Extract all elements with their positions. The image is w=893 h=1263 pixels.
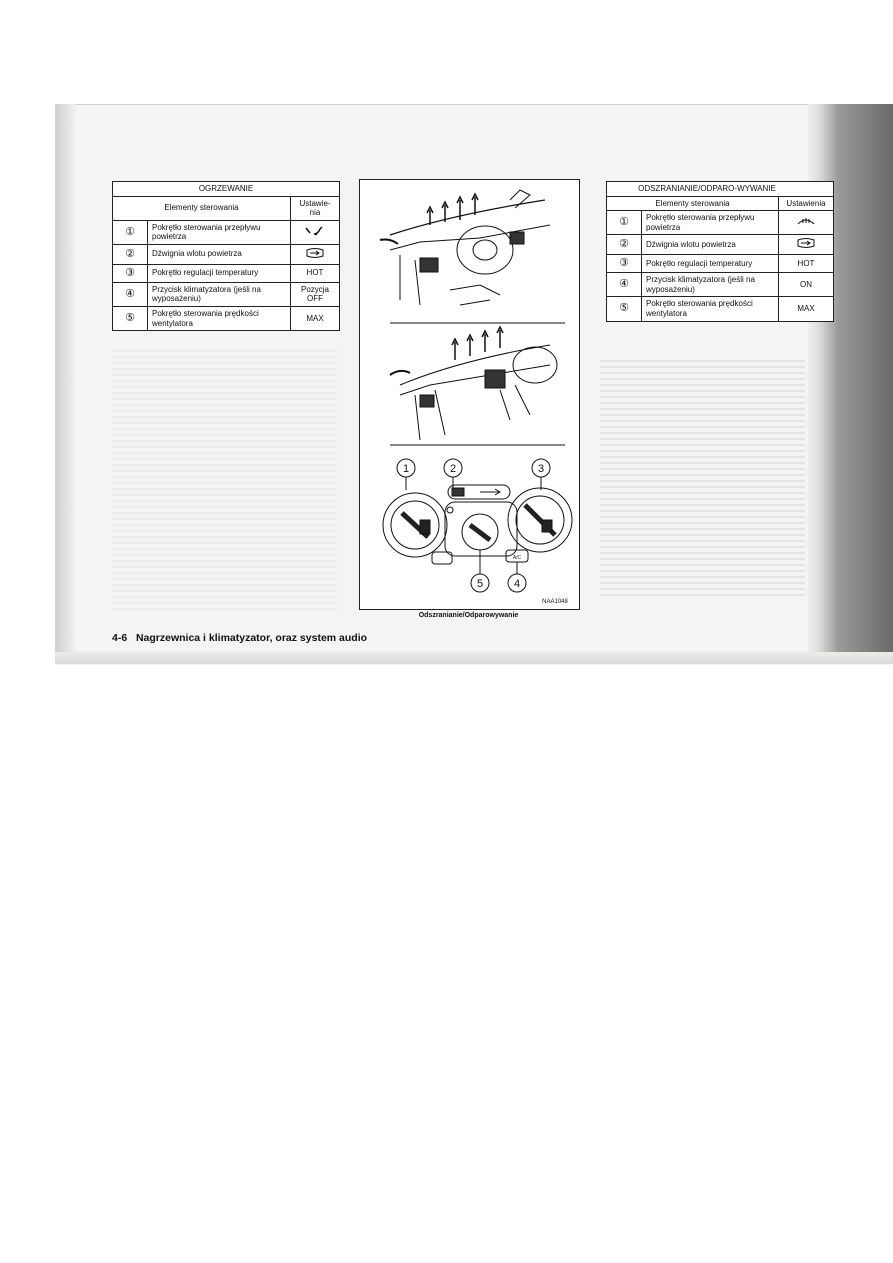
table-row: ④ Przycisk klimatyzatora (jeśli na wyposażeniu) Pozycja OFF xyxy=(113,282,340,306)
controls-column-header: Elementy sterowania xyxy=(607,196,779,211)
foot-vent-icon xyxy=(304,225,326,237)
setting-column-header: Ustawie-nia xyxy=(291,196,340,220)
chapter-title: Nagrzewnica i klimatyzator, oraz system audio xyxy=(135,632,368,644)
callout-5-label: 5 xyxy=(476,578,484,590)
defrost-icon xyxy=(795,215,817,227)
setting-column-header: Ustawienia xyxy=(779,196,834,211)
faded-background-text xyxy=(600,360,805,600)
dashboard-illustration-top xyxy=(380,190,550,305)
defrost-diagram xyxy=(359,179,580,610)
dashboard-illustration-middle xyxy=(390,345,557,440)
table-row: ③ Pokrętło regulacji temperatury HOT xyxy=(607,254,834,272)
air-intake-lever xyxy=(448,485,510,499)
fan-speed-dial xyxy=(445,502,517,556)
airflow-arrows-middle xyxy=(452,327,503,360)
defrost-table xyxy=(606,181,834,322)
callout-1-label: 1 xyxy=(402,463,410,475)
defrost-table-title: ODSZRANIANIE/ODPARO-WYWANIE xyxy=(607,182,834,197)
temperature-dial xyxy=(508,488,572,552)
fresh-air-icon xyxy=(304,247,326,259)
table-row: ④ Przycisk klimatyzatora (jeśli na wyposażeniu) ON xyxy=(607,273,834,297)
table-row: ① Pokrętło sterowania przepływu powietrza xyxy=(607,211,834,235)
page-binding-shadow xyxy=(55,104,75,664)
airflow-arrows-top xyxy=(427,194,478,225)
table-row: ① Pokrętło sterowania przepływu powietrza xyxy=(113,220,340,244)
faded-background-text xyxy=(112,350,337,610)
ac-button-label: A/C xyxy=(512,555,522,561)
callout-2-label: 2 xyxy=(449,463,457,475)
page-number: 4-6 xyxy=(112,632,128,644)
controls-column-header: Elementy sterowania xyxy=(113,196,291,220)
heating-table xyxy=(112,181,340,331)
air-flow-dial xyxy=(383,493,447,557)
table-row: ② Dźwignia wlotu powietrza xyxy=(607,235,834,255)
table-row: ② Dźwignia wlotu powietrza xyxy=(113,244,340,264)
figure-code: NAA1048 xyxy=(542,599,568,605)
page-bottom-edge xyxy=(55,652,893,664)
table-row: ③ Pokrętło regulacji temperatury HOT xyxy=(113,264,340,282)
callout-3-label: 3 xyxy=(537,463,545,475)
table-row: ⑤ Pokrętło sterowania prędkości wentylatora MAX xyxy=(113,306,340,330)
fresh-air-icon xyxy=(795,237,817,249)
heating-table-title: OGRZEWANIE xyxy=(113,182,340,197)
table-row: ⑤ Pokrętło sterowania prędkości wentylatora MAX xyxy=(607,297,834,321)
page-footer xyxy=(112,632,367,644)
diagram-drawing xyxy=(360,180,579,609)
figure-caption: Odszranianie/Odparowywanie xyxy=(418,612,519,619)
callout-4-label: 4 xyxy=(513,578,521,590)
